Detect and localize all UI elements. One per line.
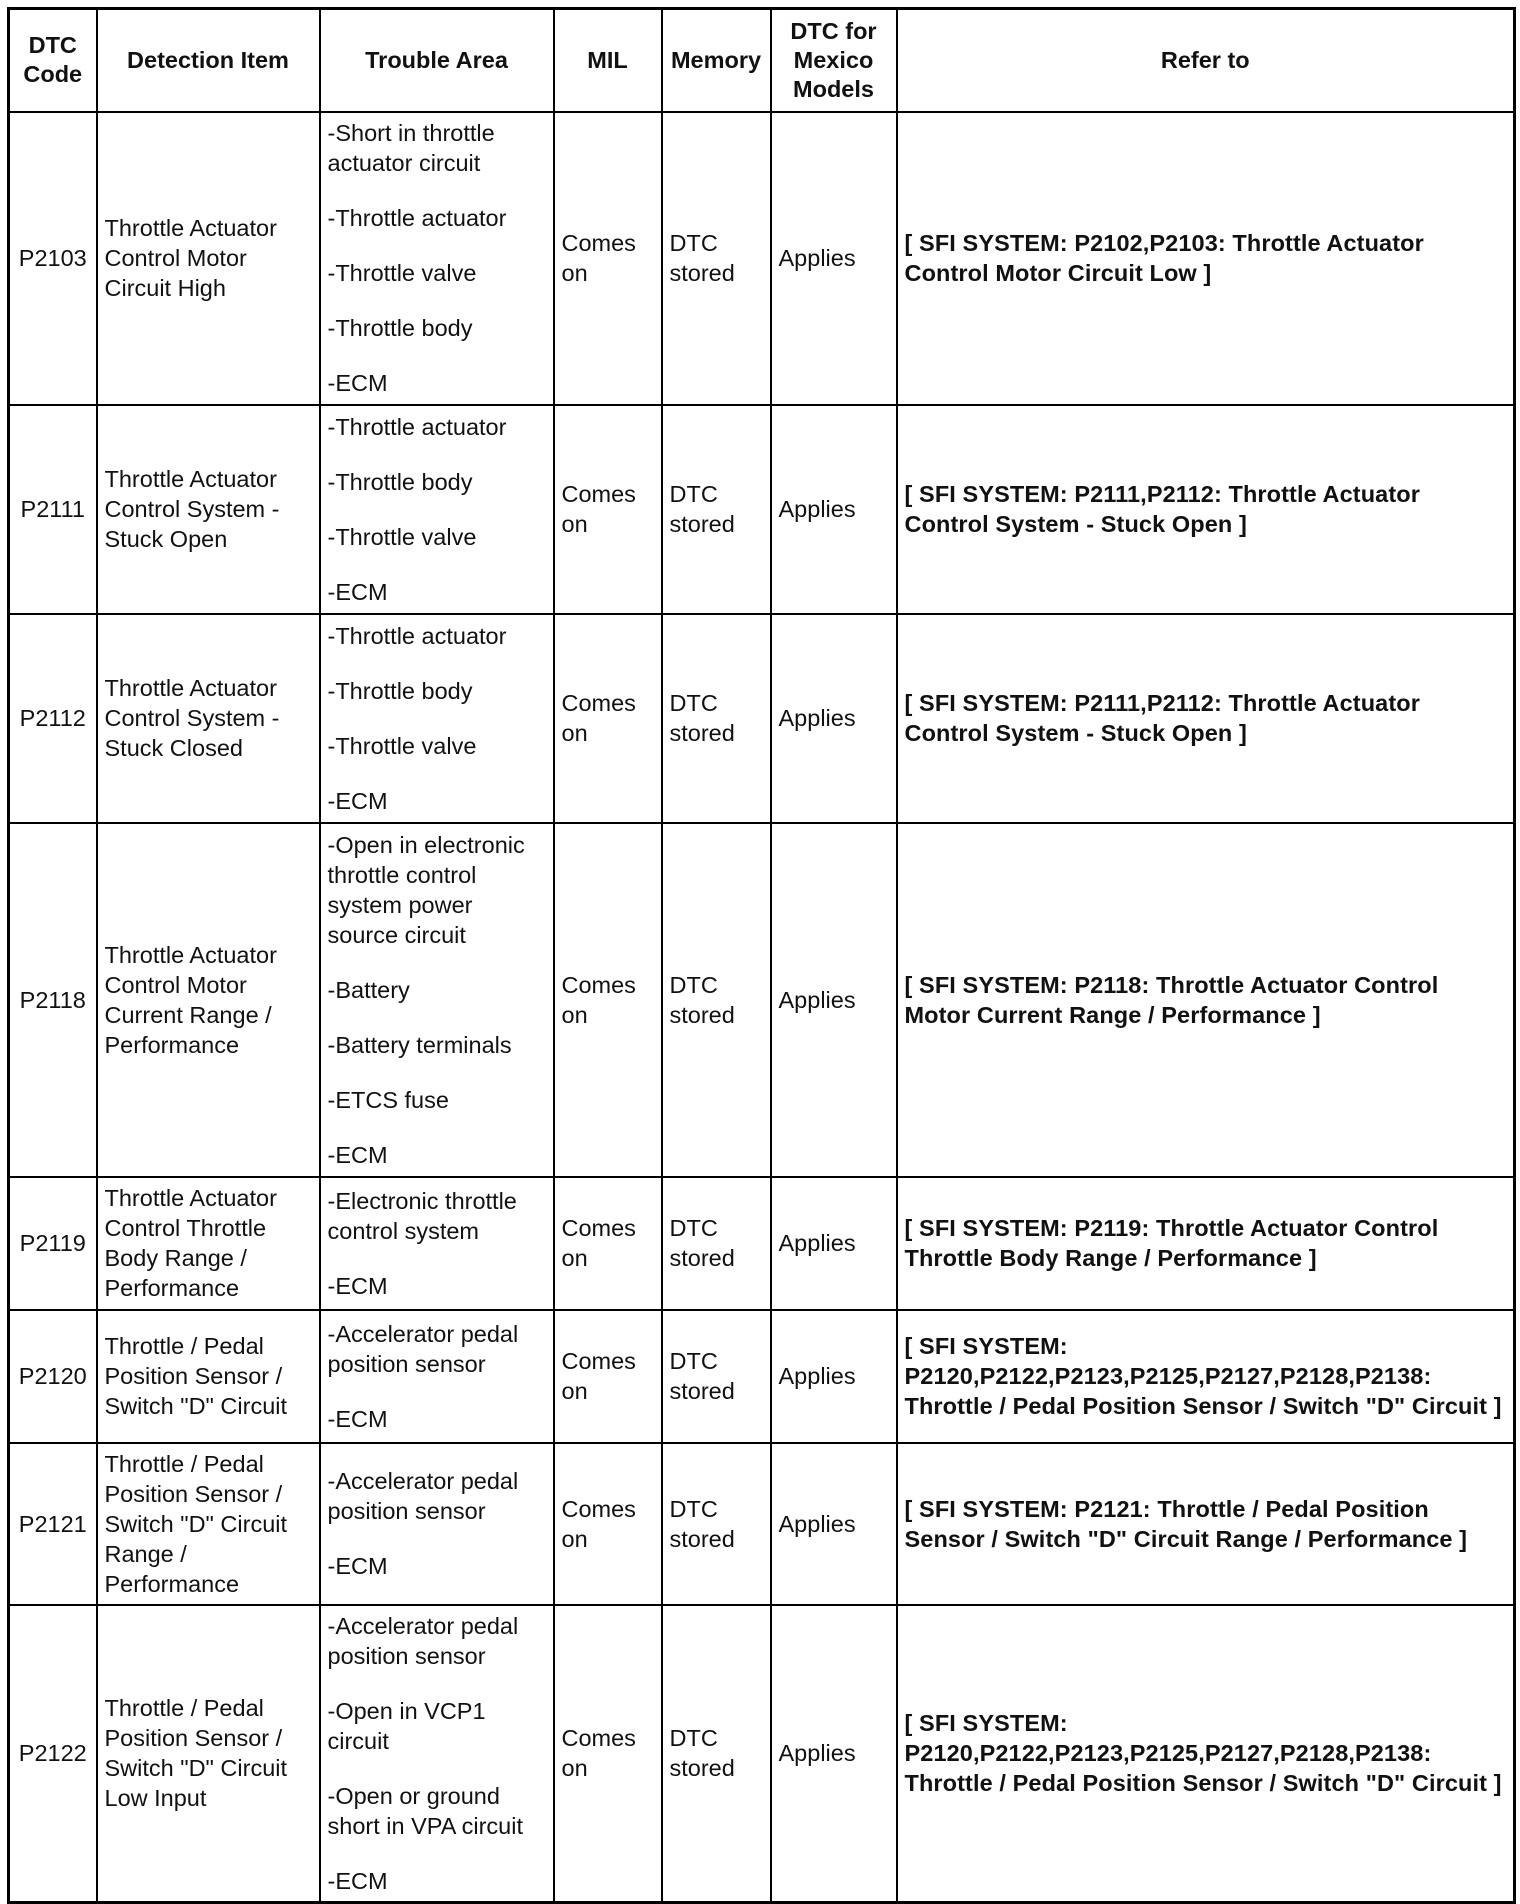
mexico-models-cell: Applies — [771, 1177, 897, 1310]
dtc-code-cell: P2122 — [9, 1605, 97, 1903]
mil-cell: Comes on — [554, 614, 662, 823]
trouble-area-cell — [320, 112, 554, 405]
dtc-code-cell: P2111 — [9, 405, 97, 614]
memory-cell: DTC stored — [662, 614, 771, 823]
memory-cell: DTC stored — [662, 1605, 771, 1903]
dtc-table — [7, 7, 1516, 1904]
dtc-code-cell: P2121 — [9, 1443, 97, 1605]
dtc-code-cell: P2103 — [9, 112, 97, 405]
table-row — [9, 823, 1515, 1177]
refer-to-cell: [ SFI SYSTEM: P2111,P2112: Throttle Actuator Control System - Stuck Open ] — [897, 405, 1515, 614]
trouble-area-cell — [320, 1605, 554, 1903]
mexico-models-cell: Applies — [771, 112, 897, 405]
header-memory: Memory — [662, 9, 771, 112]
trouble-area-item: -Throttle valve — [327, 260, 477, 286]
detection-item-cell: Throttle Actuator Control Motor Current Range / Performance — [97, 823, 320, 1177]
mil-cell: Comes on — [554, 405, 662, 614]
table-row — [9, 614, 1515, 823]
trouble-area-item: -ECM — [327, 1141, 388, 1168]
mil-cell: Comes on — [554, 1605, 662, 1903]
trouble-area-item: -Throttle body — [327, 468, 473, 495]
detection-item-cell: Throttle / Pedal Position Sensor / Switch "D" Circuit — [97, 1310, 320, 1443]
memory-cell: DTC stored — [662, 823, 771, 1177]
dtc-table-body — [9, 112, 1515, 1903]
dtc-code-cell: P2119 — [9, 1177, 97, 1310]
mexico-models-cell: Applies — [771, 1443, 897, 1605]
refer-to-cell: [ SFI SYSTEM: P2121: Throttle / Pedal Position Sensor / Switch "D" Circuit Range / Performance ] — [897, 1443, 1515, 1605]
trouble-area-item: -ECM — [327, 1405, 388, 1432]
trouble-area-item: -Open in VCP1 circuit — [327, 1697, 486, 1754]
detection-item-cell: Throttle Actuator Control Throttle Body Range / Performance — [97, 1177, 320, 1310]
header-row — [9, 9, 1515, 112]
refer-to-cell: [ SFI SYSTEM: P2111,P2112: Throttle Actuator Control System - Stuck Open ] — [897, 614, 1515, 823]
trouble-area-item: -Accelerator pedal position sensor — [327, 1320, 519, 1377]
refer-to-cell: [ SFI SYSTEM: P2118: Throttle Actuator Control Motor Current Range / Performance ] — [897, 823, 1515, 1177]
table-row — [9, 405, 1515, 614]
trouble-area-item: -Throttle actuator — [327, 622, 507, 649]
refer-to-cell: [ SFI SYSTEM: P2120,P2122,P2123,P2125,P2127,P2128,P2138: Throttle / Pedal Position Sensor / Switch "D" Circuit ] — [897, 1310, 1515, 1443]
mexico-models-cell: Applies — [771, 1605, 897, 1903]
trouble-area-item: -Battery — [327, 976, 410, 1003]
trouble-area-item: -ECM — [327, 578, 388, 605]
memory-cell: DTC stored — [662, 1177, 771, 1310]
memory-cell: DTC stored — [662, 1443, 771, 1605]
trouble-area-item: -ECM — [327, 787, 388, 814]
mexico-models-cell: Applies — [771, 823, 897, 1177]
mil-cell: Comes on — [554, 1310, 662, 1443]
mexico-models-cell: Applies — [771, 614, 897, 823]
dtc-code-cell: P2118 — [9, 823, 97, 1177]
detection-item-cell: Throttle Actuator Control System - Stuck Open — [97, 405, 320, 614]
trouble-area-item: -Throttle actuator — [327, 205, 507, 231]
mil-cell: Comes on — [554, 112, 662, 405]
detection-item-cell: Throttle Actuator Control Motor Circuit High — [97, 112, 320, 405]
dtc-code-cell: P2112 — [9, 614, 97, 823]
trouble-area-item: -Electronic throttle control system — [327, 1187, 517, 1244]
mexico-models-cell: Applies — [771, 405, 897, 614]
mexico-models-cell: Applies — [771, 1310, 897, 1443]
mil-cell: Comes on — [554, 823, 662, 1177]
trouble-area-cell — [320, 1177, 554, 1310]
trouble-area-item: -ECM — [327, 1553, 388, 1579]
trouble-area-cell — [320, 405, 554, 614]
trouble-area-item: -Battery terminals — [327, 1031, 512, 1058]
trouble-area-item: -Throttle body — [327, 315, 473, 341]
mil-cell: Comes on — [554, 1443, 662, 1605]
detection-item-cell: Throttle / Pedal Position Sensor / Switch "D" Circuit Low Input — [97, 1605, 320, 1903]
trouble-area-item: -Throttle valve — [327, 732, 477, 759]
table-row — [9, 1443, 1515, 1605]
header-mexico-models: DTC for Mexico Models — [771, 9, 897, 112]
trouble-area-item: -Accelerator pedal position sensor — [327, 1612, 519, 1669]
trouble-area-item: -Throttle actuator — [327, 413, 507, 440]
trouble-area-item: -Short in throttle actuator circuit — [327, 120, 495, 176]
trouble-area-item: -ETCS fuse — [327, 1086, 449, 1113]
table-row — [9, 1310, 1515, 1443]
table-row — [9, 112, 1515, 405]
memory-cell: DTC stored — [662, 112, 771, 405]
trouble-area-cell — [320, 614, 554, 823]
trouble-area-item: -Open or ground short in VPA circuit — [327, 1782, 523, 1839]
header-dtc-code: DTC Code — [9, 9, 97, 112]
refer-to-cell: [ SFI SYSTEM: P2102,P2103: Throttle Actuator Control Motor Circuit Low ] — [897, 112, 1515, 405]
table-row — [9, 1177, 1515, 1310]
dtc-code-cell: P2120 — [9, 1310, 97, 1443]
trouble-area-cell — [320, 823, 554, 1177]
header-mil: MIL — [554, 9, 662, 112]
trouble-area-item: -ECM — [327, 1272, 388, 1299]
trouble-area-item: -Throttle body — [327, 677, 473, 704]
refer-to-cell: [ SFI SYSTEM: P2120,P2122,P2123,P2125,P2127,P2128,P2138: Throttle / Pedal Position Sensor / Switch "D" Circuit ] — [897, 1605, 1515, 1903]
memory-cell: DTC stored — [662, 405, 771, 614]
mil-cell: Comes on — [554, 1177, 662, 1310]
memory-cell: DTC stored — [662, 1310, 771, 1443]
table-row — [9, 1605, 1515, 1903]
detection-item-cell: Throttle Actuator Control System - Stuck Closed — [97, 614, 320, 823]
detection-item-cell: Throttle / Pedal Position Sensor / Switch "D" Circuit Range / Performance — [97, 1443, 320, 1605]
header-detection-item: Detection Item — [97, 9, 320, 112]
trouble-area-item: -Open in electronic throttle control system power source circuit — [327, 831, 525, 948]
trouble-area-cell — [320, 1443, 554, 1605]
trouble-area-item: -Throttle valve — [327, 523, 477, 550]
trouble-area-item: -ECM — [327, 370, 388, 396]
trouble-area-item: -Accelerator pedal position sensor — [327, 1468, 519, 1524]
refer-to-cell: [ SFI SYSTEM: P2119: Throttle Actuator Control Throttle Body Range / Performance ] — [897, 1177, 1515, 1310]
trouble-area-cell — [320, 1310, 554, 1443]
header-trouble-area: Trouble Area — [320, 9, 554, 112]
trouble-area-item: -ECM — [327, 1867, 388, 1894]
header-refer-to: Refer to — [897, 9, 1515, 112]
